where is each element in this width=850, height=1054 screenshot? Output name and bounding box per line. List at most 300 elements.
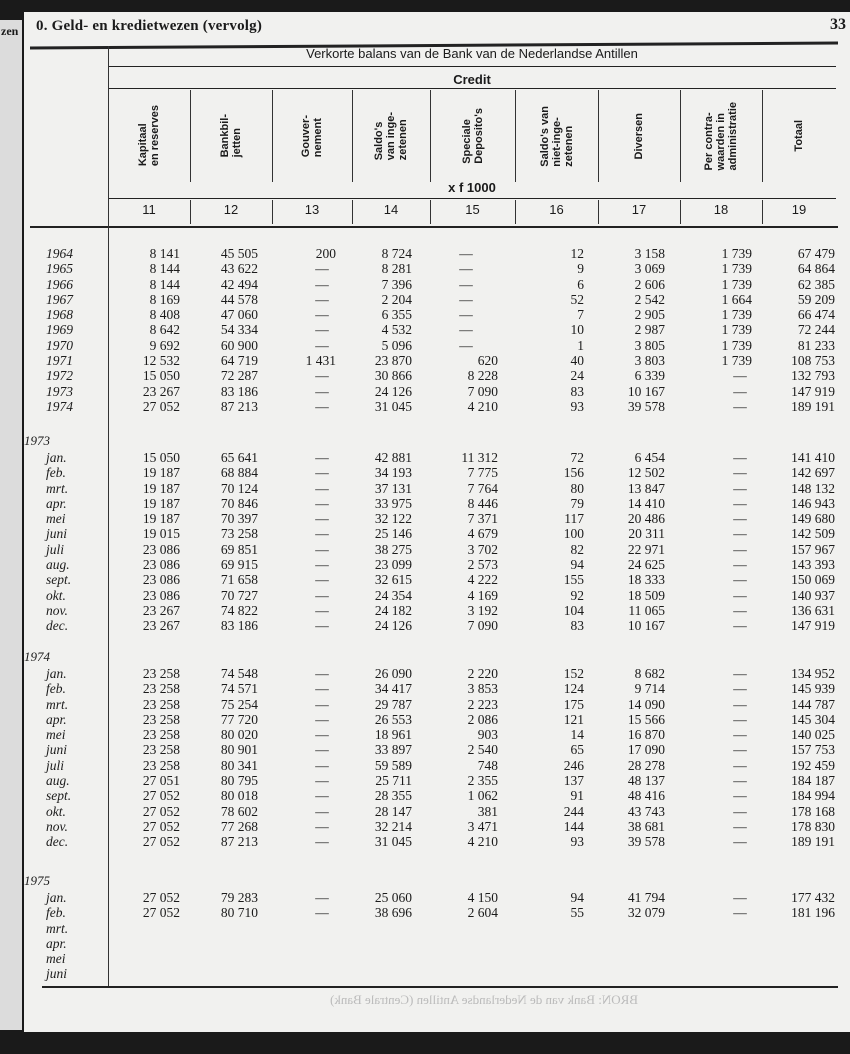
cell-col-18: 1 739 [721,261,752,277]
table-row [0,921,816,936]
cell-col-15: — [459,276,473,292]
cell-col-18: — [733,450,747,465]
cell-col-12: 83 186 [220,618,258,634]
cell-col-12: 42 494 [220,276,258,292]
cell-col-15: 2 086 [467,711,498,727]
cell-col-12: 70 727 [220,587,258,603]
cell-col-19: 150 069 [791,572,835,588]
cell-col-18: 1 739 [721,353,752,369]
row-label: dec. [46,834,69,850]
cell-col-19: 149 680 [791,511,835,527]
row-label: mrt. [46,696,69,712]
table-row [0,602,835,618]
cell-col-18: 1 664 [721,291,752,307]
cell-col-14: 5 096 [381,337,412,353]
cell-col-14: 59 589 [374,757,412,773]
table-row [0,465,835,481]
cell-col-13: — [315,773,329,789]
header-divider [108,66,836,67]
cell-col-11: 12 532 [142,353,180,369]
source-note-bleedthrough: BRON: Bank van de Nederlandse Antillen (Centrale Bank) [330,992,638,1007]
cell-col-13: — [315,834,329,850]
cell-col-13: — [315,757,329,773]
table-row [0,526,835,542]
cell-col-16: 156 [563,465,584,481]
row-label: apr. [46,935,67,951]
cell-col-19: 67 479 [797,246,835,261]
row-label: 1966 [46,276,73,292]
cell-col-18: — [733,696,747,712]
row-label: 1970 [46,337,73,353]
cell-col-12: 74 822 [220,602,258,618]
table-row [0,757,835,773]
row-label: 1968 [46,307,73,323]
table-row [0,480,835,496]
cell-col-14: 26 553 [374,711,412,727]
cell-col-13: — [315,681,329,697]
cell-col-14: 33 975 [374,495,412,511]
cell-col-11: 27 052 [142,818,180,834]
cell-col-13: — [315,587,329,603]
cell-col-16: 100 [563,526,584,542]
cell-col-13: — [315,742,329,758]
table-row [0,276,835,292]
cell-col-11: 23 086 [142,541,180,557]
cell-col-19: 144 787 [791,696,835,712]
column-header [190,90,272,182]
cell-col-13: — [315,337,329,353]
cell-col-19: 184 187 [791,773,835,789]
cell-col-13: 200 [315,246,336,261]
cell-col-12: 79 283 [220,890,258,905]
cell-col-13: — [315,602,329,618]
cell-col-11: 23 267 [142,602,180,618]
cell-col-12: 74 571 [220,681,258,697]
table-row [0,951,816,966]
cell-col-19: 192 459 [791,757,835,773]
cell-col-12: 80 018 [220,788,258,804]
column-header-label: Saldo's van niet-inge- zetenen [538,105,575,167]
cell-col-17: 2 905 [634,307,665,323]
cell-col-18: 1 739 [721,246,752,261]
column-number: 16 [549,202,564,217]
cell-col-13: 1 431 [305,353,336,369]
table-row [0,495,835,511]
table-row [0,322,835,338]
cell-col-16: 9 [577,261,584,277]
row-label: 1967 [46,291,73,307]
cell-col-19: 140 937 [791,587,835,603]
cell-col-17: 8 682 [634,666,665,681]
row-label: 1974 [46,398,73,414]
cell-col-12: 69 915 [220,557,258,573]
cell-col-16: 94 [570,890,584,905]
cell-col-15: 748 [477,757,498,773]
cell-col-13: — [315,480,329,496]
cell-col-15: 7 090 [467,618,498,634]
cell-col-14: 24 182 [374,602,412,618]
cell-col-17: 9 714 [634,681,665,697]
cell-col-13: — [315,261,329,277]
cell-col-16: 121 [563,711,584,727]
column-header-label: Gouver- nement [300,114,324,158]
cell-col-15: 4 210 [467,398,498,414]
cell-col-11: 19 187 [142,480,180,496]
cell-col-11: 19 015 [142,526,180,542]
cell-col-17: 2 606 [634,276,665,292]
cell-col-12: 74 548 [220,666,258,681]
cell-col-18: — [733,788,747,804]
cell-col-15: 2 220 [467,666,498,681]
cell-col-19: 62 385 [797,276,835,292]
cell-col-19: 157 967 [791,541,835,557]
row-label: mei [46,511,66,527]
cell-col-18: — [733,511,747,527]
cell-col-15: 7 371 [467,511,498,527]
table-section [0,890,835,982]
cell-col-14: 23 099 [374,557,412,573]
cell-col-11: 8 642 [149,322,180,338]
row-label: aug. [46,557,70,573]
cell-col-11: 27 052 [142,905,180,921]
row-label: juni [46,966,68,982]
cell-col-19: 178 830 [791,818,835,834]
cell-col-16: 246 [563,757,584,773]
cell-col-18: — [733,572,747,588]
cell-col-19: 142 509 [791,526,835,542]
cell-col-17: 32 079 [627,905,665,921]
cell-col-15: 11 312 [461,450,498,465]
table-subtitle: Credit [453,72,491,87]
cell-col-13: — [315,322,329,338]
column-number: 12 [223,202,239,217]
row-label: apr. [46,711,67,727]
cell-col-11: 23 258 [142,696,180,712]
cell-col-11: 23 258 [142,666,180,681]
cell-col-14: 33 897 [374,742,412,758]
cell-col-16: 1 [577,337,584,353]
cell-col-13: — [315,291,329,307]
cell-col-17: 20 486 [627,511,665,527]
table-section [0,666,835,850]
table-row [0,541,835,557]
cell-col-13: — [315,711,329,727]
cell-col-16: 124 [563,681,584,697]
unit-label: x f 1000 [448,180,496,195]
cell-col-14: 28 355 [374,788,412,804]
cell-col-16: 83 [570,383,584,399]
cell-col-17: 14 090 [627,696,665,712]
row-label: 1971 [46,353,73,369]
row-label: 1965 [46,261,73,277]
cell-col-14: 8 281 [381,261,412,277]
row-label: sept. [46,788,72,804]
cell-col-19: 134 952 [791,666,835,681]
cell-col-11: 23 258 [142,681,180,697]
cell-col-15: 3 702 [467,541,498,557]
page-number: 33 [830,16,846,33]
cell-col-15: 8 446 [467,495,498,511]
section-year-label: 1975 [24,873,50,888]
cell-col-18: 1 739 [721,307,752,323]
cell-col-16: 117 [564,511,584,527]
cell-col-19: 108 753 [791,353,835,369]
cell-col-14: 32 214 [374,818,412,834]
cell-col-11: 23 086 [142,572,180,588]
cell-col-18: — [733,757,747,773]
row-label: feb. [46,681,66,697]
cell-col-15: 8 228 [467,368,498,384]
cell-col-11: 15 050 [142,450,180,465]
cell-col-18: — [733,398,747,414]
table-row [0,572,835,588]
row-label: 1972 [46,368,73,384]
row-label: mrt. [46,920,69,936]
cell-col-17: 43 743 [627,803,665,819]
cell-col-18: — [733,368,747,384]
cell-col-12: 70 397 [220,511,258,527]
cell-col-11: 23 086 [142,587,180,603]
column-number: 19 [791,202,807,217]
cell-col-17: 3 069 [634,261,665,277]
cell-col-12: 60 900 [220,337,258,353]
cell-col-13: — [315,572,329,588]
cell-col-18: — [733,818,747,834]
table-row [0,696,835,712]
cell-col-12: 73 258 [220,526,258,542]
table-row [0,450,835,465]
row-label: aug. [46,773,70,789]
cell-col-14: 18 961 [374,727,412,743]
cell-col-17: 17 090 [627,742,665,758]
column-header [108,90,190,182]
cell-col-11: 23 258 [142,742,180,758]
cell-col-16: 10 [570,322,584,338]
cell-col-11: 8 144 [149,261,180,277]
cell-col-18: — [733,711,747,727]
cell-col-16: 80 [570,480,584,496]
cell-col-11: 23 258 [142,727,180,743]
cell-col-11: 23 086 [142,557,180,573]
cell-col-12: 54 334 [220,322,258,338]
cell-col-19: 148 132 [791,480,835,496]
column-header [352,90,430,182]
cell-col-15: 3 192 [467,602,498,618]
cell-col-17: 18 333 [627,572,665,588]
cell-col-12: 70 846 [220,495,258,511]
cell-col-16: 93 [570,398,584,414]
cell-col-16: 82 [570,541,584,557]
cell-col-14: 42 881 [374,450,412,465]
cell-col-19: 177 432 [791,890,835,905]
cell-col-13: — [315,450,329,465]
cell-col-19: 178 168 [791,803,835,819]
cell-col-18: — [733,383,747,399]
cell-col-11: 27 052 [142,398,180,414]
cell-col-15: — [459,322,473,338]
cell-col-15: 7 764 [467,480,498,496]
cell-col-14: 2 204 [381,291,412,307]
cell-col-17: 13 847 [627,480,665,496]
cell-col-19: 140 025 [791,727,835,743]
cell-col-15: 4 222 [467,572,498,588]
row-label: okt. [46,803,66,819]
page-title: 0. Geld- en kredietwezen (vervolg) [36,18,263,34]
row-label: apr. [46,495,67,511]
row-label: 1973 [46,383,73,399]
table-row [0,398,835,414]
cell-col-14: 31 045 [374,398,412,414]
column-header-label: Per contra- waarden in administratie [703,101,739,171]
column-number: 11 [142,202,156,217]
cell-col-16: 152 [563,666,584,681]
cell-col-14: 8 724 [381,246,412,261]
row-label: juni [46,526,68,542]
table-row [0,681,835,697]
table-row [0,368,835,384]
cell-col-12: 80 901 [220,742,258,758]
cell-col-18: — [733,742,747,758]
cell-col-13: — [315,526,329,542]
cell-col-14: 7 396 [381,276,412,292]
cell-col-13: — [315,368,329,384]
cell-col-12: 71 658 [220,572,258,588]
cell-col-11: 27 052 [142,788,180,804]
cell-col-16: 92 [570,587,584,603]
row-label: dec. [46,618,69,634]
cell-col-15: 2 540 [467,742,498,758]
row-label: juni [46,742,68,758]
cell-col-16: 52 [570,291,584,307]
cell-col-13: — [315,383,329,399]
row-label: jan. [46,890,67,905]
row-label: juli [46,757,65,773]
cell-col-11: 27 052 [142,890,180,905]
cell-col-15: 381 [477,803,498,819]
cell-col-18: — [733,834,747,850]
cell-col-13: — [315,696,329,712]
cell-col-19: 141 410 [791,450,835,465]
header-bottom-rule [30,226,838,228]
column-header-label: Kapitaal en reserves [137,105,161,167]
cell-col-18: 1 739 [721,276,752,292]
table-row [0,890,835,905]
cell-col-12: 68 884 [220,465,258,481]
cell-col-15: 4 679 [467,526,498,542]
column-header-label: Diversen [633,112,645,160]
cell-col-13: — [315,803,329,819]
cell-col-12: 64 719 [220,353,258,369]
cell-col-18: — [733,773,747,789]
header-divider [108,88,836,89]
cell-col-15: — [459,246,473,261]
cell-col-17: 12 502 [627,465,665,481]
cell-col-14: 26 090 [374,666,412,681]
cell-col-11: 8 144 [149,276,180,292]
table-row [0,587,835,603]
cell-col-14: 23 870 [374,353,412,369]
cell-col-15: 7 775 [467,465,498,481]
cell-col-18: — [733,803,747,819]
cell-col-16: 83 [570,618,584,634]
table-row [0,788,835,804]
table-row [0,291,835,307]
cell-col-19: 81 233 [797,337,835,353]
column-number: 15 [465,202,480,217]
row-label: jan. [46,450,67,465]
cell-col-14: 28 147 [374,803,412,819]
cell-col-12: 69 851 [220,541,258,557]
cell-col-17: 39 578 [627,398,665,414]
column-number: 18 [713,202,729,217]
cell-col-17: 48 137 [627,773,665,789]
cell-col-19: 189 191 [791,834,835,850]
cell-col-15: 2 573 [467,557,498,573]
cell-col-12: 78 602 [220,803,258,819]
cell-col-12: 72 287 [220,368,258,384]
cell-col-11: 27 052 [142,803,180,819]
cell-col-17: 28 278 [627,757,665,773]
cell-col-13: — [315,666,329,681]
cell-col-12: 44 578 [220,291,258,307]
column-header [680,90,762,182]
cell-col-12: 87 213 [220,398,258,414]
row-label: mrt. [46,480,69,496]
cell-col-15: — [459,337,473,353]
cell-col-18: — [733,681,747,697]
cell-col-16: 144 [563,818,584,834]
table-row [0,936,816,951]
cell-col-19: 64 864 [797,261,835,277]
cell-col-17: 14 410 [627,495,665,511]
cell-col-12: 45 505 [220,246,258,261]
table-row [0,834,835,850]
cell-col-15: — [459,291,473,307]
cell-col-17: 3 158 [634,246,665,261]
cell-col-13: — [315,618,329,634]
cell-col-14: 6 355 [381,307,412,323]
cell-col-11: 23 258 [142,757,180,773]
column-header [515,90,598,182]
cell-col-13: — [315,905,329,921]
column-header [598,90,680,182]
cell-col-16: 14 [570,727,584,743]
cell-col-18: — [733,526,747,542]
cell-col-12: 77 720 [220,711,258,727]
cell-col-14: 31 045 [374,834,412,850]
cell-col-18: — [733,727,747,743]
cell-col-17: 22 971 [627,541,665,557]
table-section [0,246,835,414]
cell-col-17: 38 681 [627,818,665,834]
cell-col-11: 19 187 [142,495,180,511]
cell-col-17: 2 987 [634,322,665,338]
cell-col-15: 1 062 [467,788,498,804]
cell-col-11: 27 052 [142,834,180,850]
column-number: 13 [304,202,320,217]
cell-col-11: 8 408 [149,307,180,323]
cell-col-13: — [315,465,329,481]
cell-col-14: 24 354 [374,587,412,603]
cell-col-11: 23 267 [142,383,180,399]
cell-col-19: 136 631 [791,602,835,618]
cell-col-18: 1 739 [721,322,752,338]
cell-col-17: 15 566 [627,711,665,727]
cell-col-17: 18 509 [627,587,665,603]
cell-col-16: 93 [570,834,584,850]
cell-col-14: 37 131 [374,480,412,496]
cell-col-16: 91 [570,788,584,804]
